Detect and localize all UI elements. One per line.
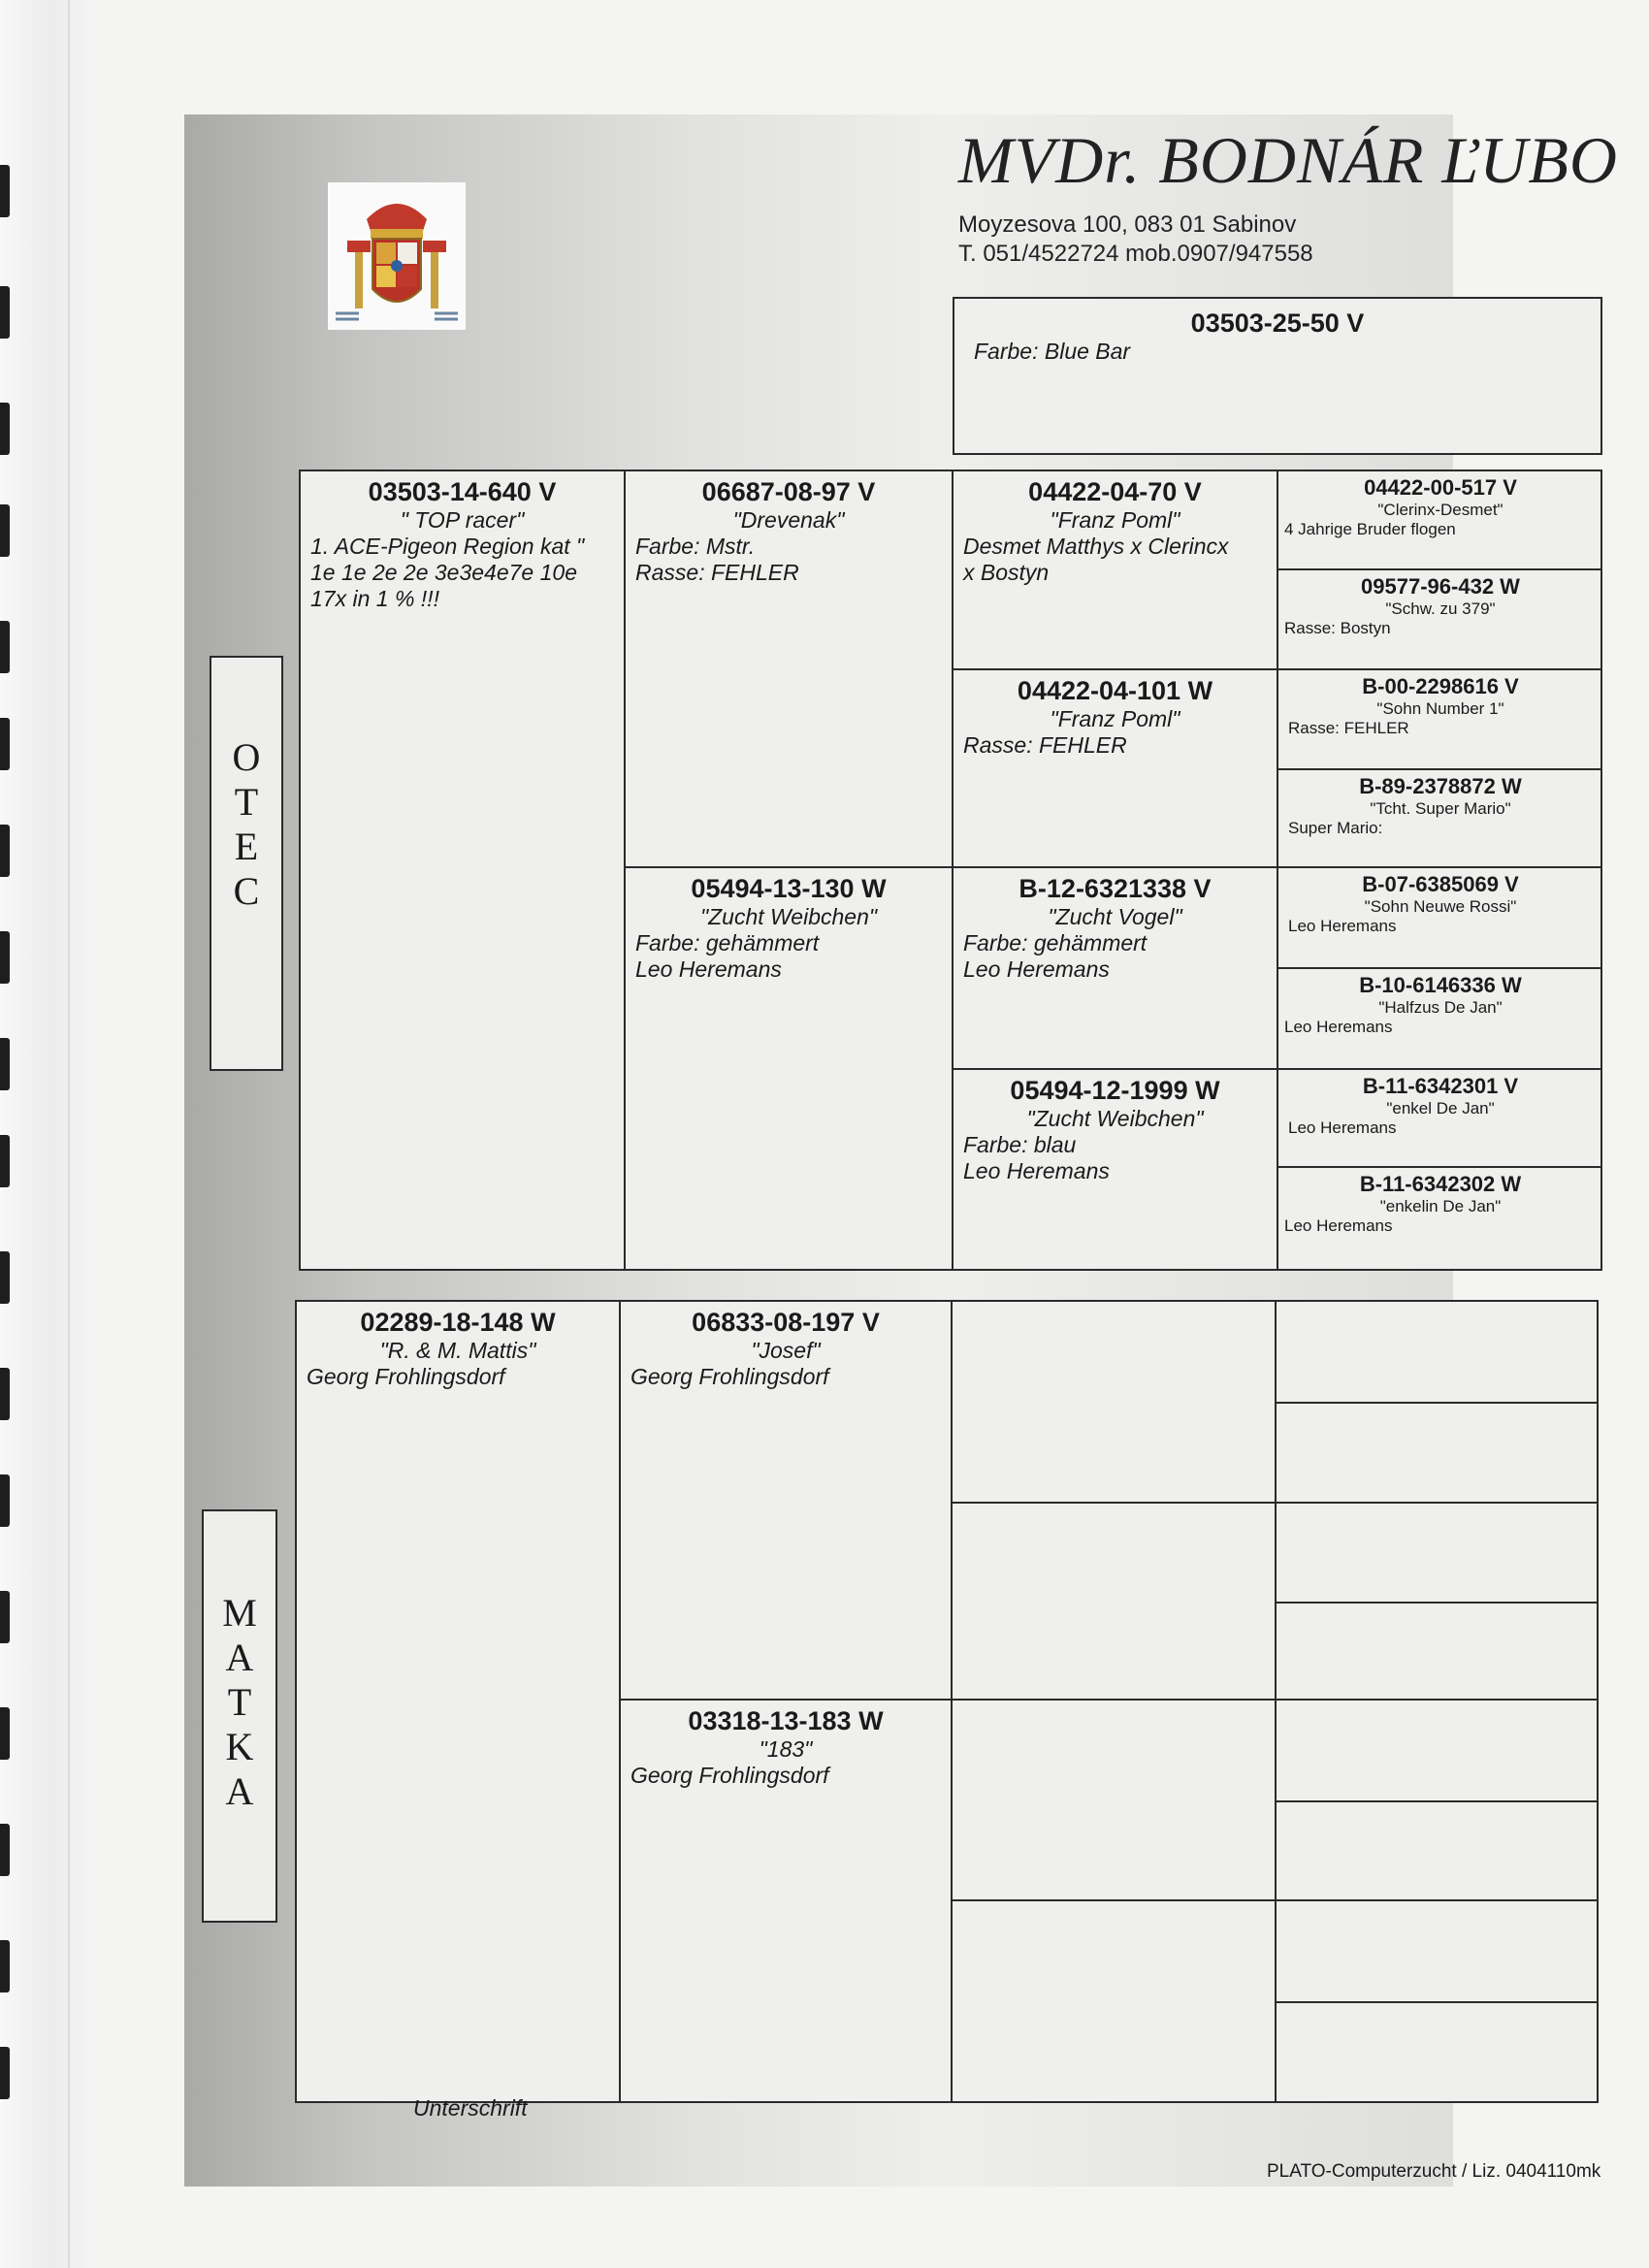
- pigeon-name: "Josef": [751, 1338, 821, 1363]
- ring-number: 05494-12-1999 W: [1010, 1076, 1220, 1105]
- maternal-grandmother-cell: [621, 1701, 951, 2101]
- pigeon-info: 4 Jahrige Bruder flogen: [1284, 520, 1456, 538]
- pigeon-info: Super Mario:: [1288, 819, 1383, 837]
- pigeon-info: Farbe: blau: [963, 1132, 1077, 1157]
- gen4-cell: [1278, 969, 1602, 1068]
- paternal-grandfather-cell: [626, 471, 952, 866]
- label-letter: T: [227, 1680, 252, 1724]
- pigeon-info: Leo Heremans: [1284, 1018, 1393, 1036]
- ring-number: 06687-08-97 V: [701, 477, 876, 506]
- gen3-cell: [954, 868, 1277, 1068]
- label-letter: C: [233, 869, 260, 913]
- mother-name: "R. & M. Mattis": [379, 1338, 536, 1363]
- binder-hole: [0, 1824, 10, 1876]
- gen4-cell: [1278, 670, 1602, 768]
- binder-hole: [0, 165, 10, 217]
- coat-of-arms-logo: [328, 182, 466, 330]
- pigeon-info: Georg Frohlingsdorf: [630, 1364, 829, 1389]
- pigeon-info: Georg Frohlingsdorf: [630, 1763, 829, 1788]
- binder-hole: [0, 403, 10, 455]
- binder-strip: [0, 0, 87, 2268]
- pigeon-name: "Clerinx-Desmet": [1377, 501, 1504, 519]
- label-letter: O: [232, 735, 261, 779]
- signature-label: Unterschrift: [413, 2095, 528, 2121]
- ring-number: 09577-96-432 W: [1361, 574, 1520, 599]
- pigeon-info: Farbe: Mstr.: [635, 534, 756, 559]
- binder-hole: [0, 1038, 10, 1090]
- father-cell: [301, 471, 624, 1269]
- pigeon-name: "enkel De Jan": [1386, 1099, 1495, 1118]
- pigeon-name: "183": [759, 1736, 813, 1762]
- gen4-cell: [1278, 471, 1602, 568]
- binder-hole: [0, 1474, 10, 1527]
- ring-number: 04422-04-70 V: [1028, 477, 1202, 506]
- grid-line: [1275, 2001, 1599, 2003]
- pigeon-info: Rasse: FEHLER: [1288, 719, 1409, 737]
- pigeon-info: Rasse: FEHLER: [635, 560, 799, 585]
- father-info: 1e 1e 2e 2e 3e3e4e7e 10e: [310, 560, 577, 585]
- pigeon-name: "Franz Poml": [1050, 706, 1180, 731]
- gen3-cell: [954, 1070, 1277, 1269]
- binder-hole: [0, 2047, 10, 2099]
- ring-number: 05494-13-130 W: [691, 874, 887, 903]
- pigeon-info: x Bostyn: [963, 560, 1050, 585]
- binder-hole: [0, 718, 10, 770]
- label-letter: A: [225, 1769, 254, 1813]
- pigeon-info: Rasse: Bostyn: [1284, 619, 1391, 637]
- gen3-cell: [954, 670, 1277, 866]
- pigeon-name: "Franz Poml": [1050, 507, 1180, 533]
- pigeon-name: "Drevenak": [732, 507, 845, 533]
- grid-line: [1275, 1602, 1599, 1604]
- gen4-cell: [1278, 868, 1602, 967]
- ring-number: B-10-6146336 W: [1359, 973, 1522, 997]
- father-side-label: [210, 656, 283, 1071]
- binder-hole: [0, 1707, 10, 1760]
- binder-hole: [0, 621, 10, 673]
- binder-edge: [68, 0, 70, 2268]
- ring-number: 03318-13-183 W: [688, 1706, 884, 1735]
- subject-box: [953, 297, 1602, 455]
- pigeon-info: Leo Heremans: [1288, 1118, 1397, 1137]
- father-info: 17x in 1 % !!!: [310, 586, 439, 611]
- ring-number: 04422-00-517 V: [1364, 475, 1517, 500]
- ring-number: B-12-6321338 V: [1018, 874, 1212, 903]
- pigeon-info: Farbe: gehämmert: [635, 930, 820, 956]
- subject-color: Farbe: Blue Bar: [974, 339, 1131, 364]
- pigeon-name: "Zucht Weibchen": [1026, 1106, 1204, 1131]
- label-letter: M: [222, 1591, 257, 1635]
- ring-number: B-00-2298616 V: [1362, 674, 1519, 698]
- ring-number: 06833-08-197 V: [692, 1308, 880, 1337]
- label-letter: E: [234, 825, 259, 868]
- father-ring: 03503-14-640 V: [368, 477, 557, 506]
- binder-hole: [0, 1368, 10, 1420]
- mother-ring: 02289-18-148 W: [360, 1308, 556, 1337]
- gen3-cell: [954, 471, 1277, 668]
- binder-hole: [0, 825, 10, 877]
- pigeon-name: "Tcht. Super Mario": [1370, 799, 1511, 818]
- ring-number: B-07-6385069 V: [1362, 872, 1519, 896]
- label-letter: T: [234, 780, 259, 824]
- mother-cell: [297, 1302, 619, 2101]
- pigeon-info: Rasse: FEHLER: [963, 732, 1127, 758]
- pigeon-info: Desmet Matthys x Clerincx: [963, 534, 1229, 559]
- pigeon-info: Leo Heremans: [963, 956, 1110, 982]
- pigeon-info: Leo Heremans: [635, 956, 782, 982]
- ring-number: 04422-04-101 W: [1017, 676, 1213, 705]
- software-footer: PLATO-Computerzucht / Liz. 0404110mk: [1267, 2161, 1601, 2182]
- grid-line: [951, 1502, 1599, 1504]
- grid-line: [1275, 1402, 1599, 1404]
- mother-info: Georg Frohlingsdorf: [307, 1364, 505, 1389]
- father-name: " TOP racer": [400, 507, 525, 533]
- phone-line: T. 051/4522724 mob.0907/947558: [958, 241, 1313, 267]
- pigeon-info: Leo Heremans: [1284, 1216, 1393, 1235]
- pigeon-name: "Schw. zu 379": [1385, 599, 1496, 618]
- gen4-cell: [1278, 1070, 1602, 1166]
- maternal-grandfather-cell: [621, 1302, 951, 1699]
- binder-hole: [0, 1940, 10, 1993]
- grid-line: [1275, 1300, 1277, 2103]
- gen4-cell: [1278, 770, 1602, 866]
- binder-hole: [0, 931, 10, 984]
- pigeon-name: "Zucht Vogel": [1048, 904, 1182, 929]
- binder-hole: [0, 1135, 10, 1187]
- label-letter: A: [225, 1636, 254, 1679]
- father-info: 1. ACE-Pigeon Region kat ": [310, 534, 585, 559]
- paternal-grandmother-cell: [626, 868, 952, 1269]
- binder-hole: [0, 286, 10, 339]
- pigeon-name: "Sohn Number 1": [1376, 699, 1504, 718]
- grid-line: [951, 1899, 1599, 1901]
- breeder-name: MVDr. BODNÁR ĽUBO: [958, 123, 1618, 197]
- ring-number: B-89-2378872 W: [1359, 774, 1522, 798]
- ring-number: B-11-6342302 W: [1359, 1172, 1522, 1196]
- pigeon-name: "enkelin De Jan": [1379, 1197, 1502, 1215]
- grid-line: [1275, 1800, 1599, 1802]
- subject-ring: 03503-25-50 V: [1190, 308, 1365, 338]
- binder-hole: [0, 1591, 10, 1643]
- pigeon-info: Farbe: gehämmert: [963, 930, 1148, 956]
- gen4-cell: [1278, 570, 1602, 668]
- ring-number: B-11-6342301 V: [1362, 1074, 1519, 1098]
- grid-line: [951, 1300, 953, 2103]
- pigeon-name: "Halfzus De Jan": [1378, 998, 1503, 1017]
- pigeon-info: Leo Heremans: [1288, 917, 1397, 935]
- binder-hole: [0, 1251, 10, 1304]
- pigeon-name: "Zucht Weibchen": [699, 904, 878, 929]
- gen4-cell: [1278, 1168, 1602, 1269]
- label-letter: K: [225, 1725, 254, 1768]
- pigeon-info: Leo Heremans: [963, 1158, 1110, 1183]
- pigeon-name: "Sohn Neuwe Rossi": [1364, 897, 1517, 916]
- address-line: Moyzesova 100, 083 01 Sabinov: [958, 211, 1297, 238]
- binder-hole: [0, 504, 10, 557]
- mother-side-label: [202, 1509, 277, 1923]
